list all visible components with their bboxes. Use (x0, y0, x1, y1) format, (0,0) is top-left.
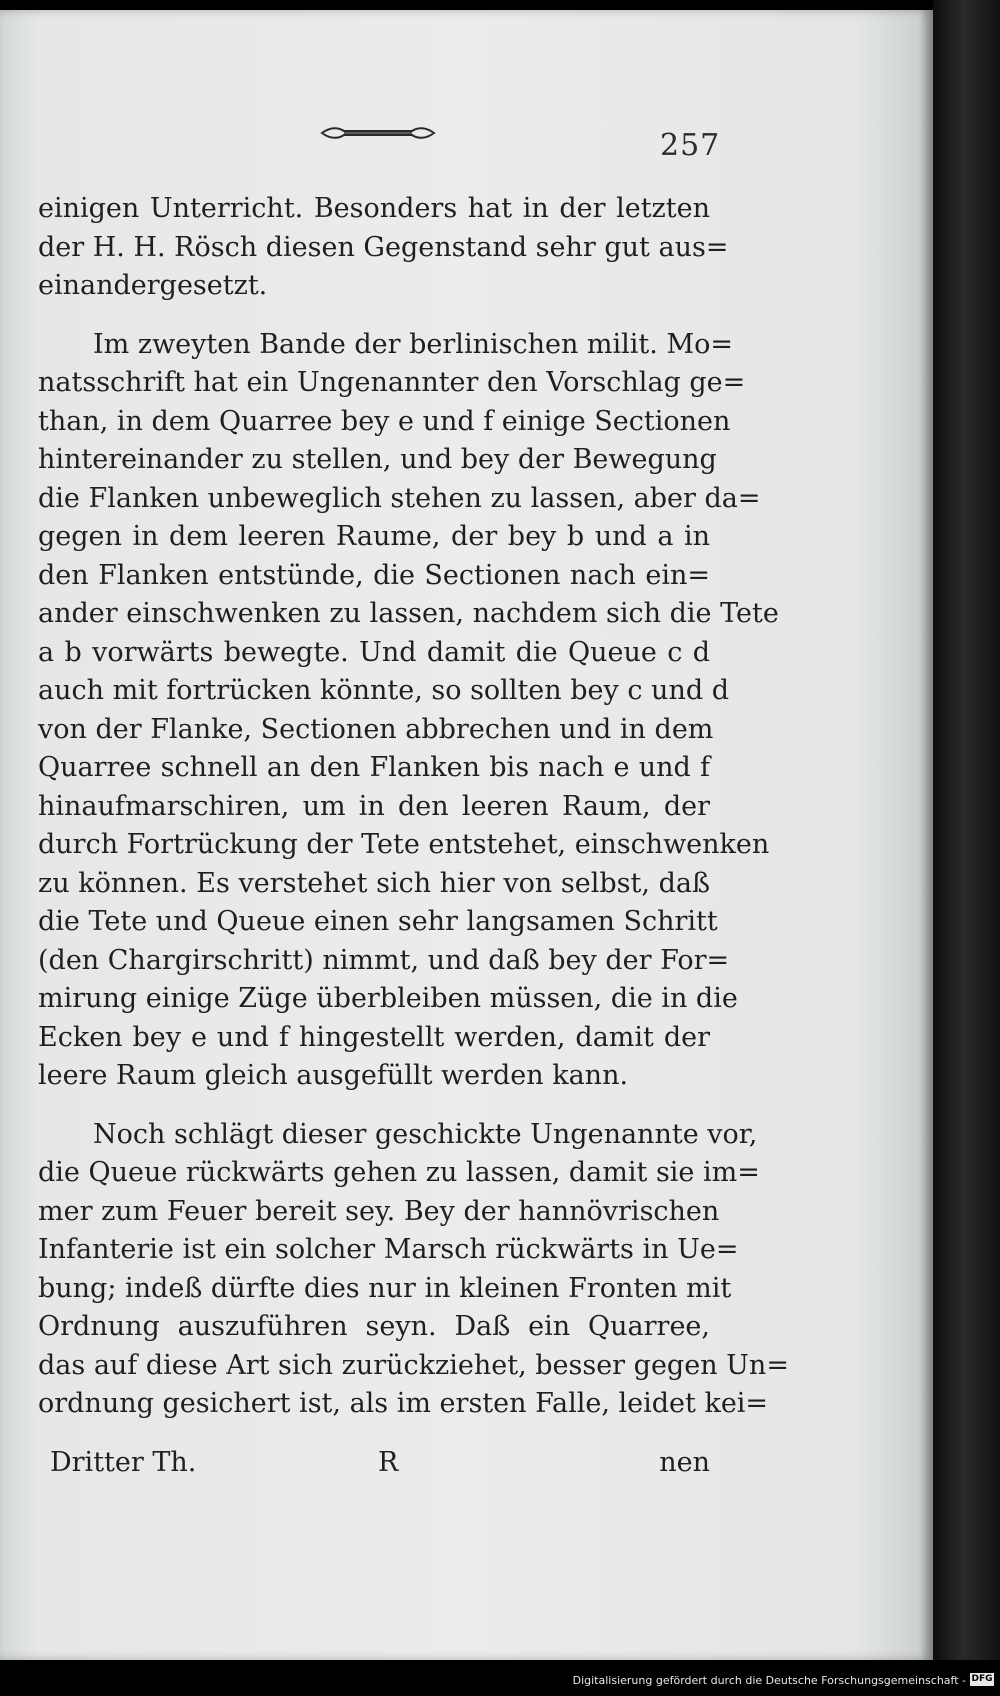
text-line: der H. H. Rösch diesen Gegenstand sehr gut aus= (38, 231, 729, 263)
credit-bar (0, 1660, 1000, 1696)
catchword: nen (659, 1447, 710, 1478)
text-line: Ordnung auszuführen seyn. Daß ein Quarree, (38, 1311, 710, 1342)
header-ornament (318, 126, 438, 140)
text-line: einandergesetzt. (38, 270, 268, 301)
text-line: Infanterie ist ein solcher Marsch rückwärts in Ue= (38, 1234, 739, 1265)
text-line: die Tete und Queue einen sehr langsamen Schritt (38, 906, 718, 937)
page-number: 257 (660, 128, 721, 163)
scan-board (933, 0, 1000, 1660)
text-line: than, in dem Quarree bey e und f einige Sectionen (38, 405, 731, 437)
text-line: Quarree schnell an den Flanken bis nach e und f (38, 752, 710, 783)
text-line: leere Raum gleich ausgefüllt werden kann. (38, 1060, 629, 1091)
text-line: durch Fortrückung der Tete entstehet, einschwenken (38, 829, 770, 860)
signature-mark: Dritter Th. (50, 1447, 197, 1478)
text-line: mer zum Feuer bereit sey. Bey der hannövrischen (38, 1195, 720, 1227)
page-body (38, 190, 789, 1424)
text-line: einigen Unterricht. Besonders hat in der letzten (38, 193, 710, 224)
text-line: hinaufmarschiren, um in den leeren Raum, der (38, 790, 710, 822)
text-line: ordnung gesichert ist, als im ersten Falle, leidet kei= (38, 1388, 769, 1419)
text-line: das auf diese Art sich zurückziehet, besser gegen Un= (38, 1349, 789, 1381)
text-line: auch mit fortrücken könnte, so sollten bey c und d (38, 675, 729, 706)
funding-credit: Digitalisierung gefördert durch die Deutsche Forschungsgemeinschaft - (572, 1674, 966, 1687)
page-footer (38, 1447, 710, 1487)
page-edge-shadow (919, 10, 933, 1660)
text-line: Im zweyten Bande der berlinischen milit. Mo= (93, 328, 733, 360)
dfg-logo: DFG (971, 1674, 993, 1684)
text-line: die Queue rückwärts gehen zu lassen, damit sie im= (38, 1157, 760, 1188)
text-line: mirung einige Züge überbleiben müssen, die in die (38, 983, 738, 1014)
text-line: bung; indeß dürfte dies nur in kleinen Fronten mit (38, 1272, 732, 1304)
text-line: hintereinander zu stellen, und bey der Bewegung (38, 444, 717, 475)
book-page (0, 10, 933, 1660)
gathering-mark: R (378, 1447, 399, 1478)
text-line: die Flanken unbeweglich stehen zu lassen, aber da= (38, 482, 761, 514)
text-line: von der Flanke, Sectionen abbrechen und in dem (38, 713, 714, 745)
text-line: ander einschwenken zu lassen, nachdem sich die Tete (38, 598, 779, 629)
text-line: Ecken bey e und f hingestellt werden, damit der (38, 1021, 710, 1053)
text-line: natsschrift hat ein Ungenannter den Vorschlag ge= (38, 367, 746, 398)
text-line: (den Chargirschritt) nimmt, und daß bey der For= (38, 944, 730, 976)
text-line: Noch schlägt dieser geschickte Ungenannte vor, (93, 1118, 758, 1150)
text-line: zu können. Es verstehet sich hier von selbst, daß (38, 867, 710, 899)
text-line: a b vorwärts bewegte. Und damit die Queue c d (38, 636, 710, 668)
text-line: den Flanken entstünde, die Sectionen nach ein= (38, 559, 710, 591)
text-line: gegen in dem leeren Raume, der bey b und a in (38, 521, 710, 552)
